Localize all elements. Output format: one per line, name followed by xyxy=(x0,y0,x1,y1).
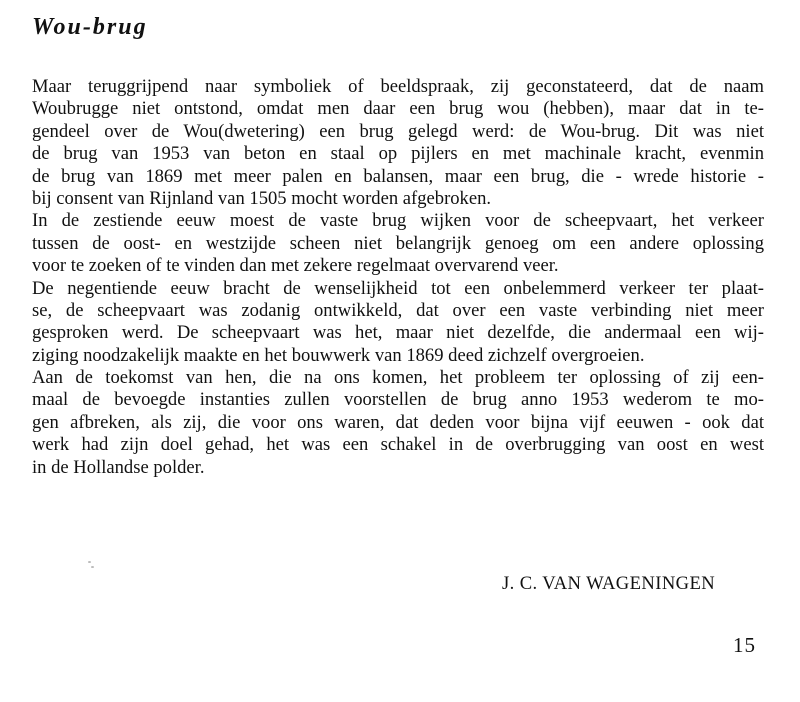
author-signature: J. C. VAN WAGENINGEN xyxy=(502,573,716,594)
text-line: maal de bevoegde instanties zullen voorstellen de brug anno 1953 wederom te mo- xyxy=(32,389,764,411)
text-line: de brug van 1869 met meer palen en balansen, maar een brug, die - wrede historie - xyxy=(32,165,764,187)
text-line: Woubrugge niet ontstond, omdat men daar een brug wou (hebben), maar dat in te- xyxy=(32,98,764,120)
text-line: ziging noodzakelijk maakte en het bouwwerk van 1869 deed zichzelf overgroeien. xyxy=(32,344,645,366)
text-line: In de zestiende eeuw moest de vaste brug wijken voor de scheepvaart, het verkeer xyxy=(32,210,764,232)
scan-speck xyxy=(91,566,94,568)
scan-speck xyxy=(88,561,91,563)
paragraph xyxy=(32,278,764,368)
paragraph xyxy=(32,367,764,479)
text-line: gendeel over de Wou(dwetering) een brug gelegd werd: de Wou-brug. Dit was niet xyxy=(32,120,764,142)
body-text xyxy=(32,76,764,479)
text-line: De negentiende eeuw bracht de wenselijkheid tot een onbelemmerd verkeer ter plaat- xyxy=(32,277,764,299)
text-line: tussen de oost- en westzijde scheen niet belangrijk genoeg om een andere oplossing xyxy=(32,232,764,254)
text-line: de brug van 1953 van beton en staal op pijlers en met machinale kracht, evenmin xyxy=(32,143,764,165)
page-number: 15 xyxy=(733,633,756,657)
text-line: Maar teruggrijpend naar symboliek of beeldspraak, zij geconstateerd, dat de naam xyxy=(32,76,764,97)
text-line: gesproken werd. De scheepvaart was het, maar niet dezelfde, die andermaal een wij- xyxy=(32,322,764,344)
text-line: in de Hollandse polder. xyxy=(32,456,205,478)
page-title: Wou-brug xyxy=(32,14,148,40)
paragraph xyxy=(32,76,764,210)
text-line: voor te zoeken of te vinden dan met zekere regelmaat overvarend veer. xyxy=(32,255,559,277)
text-line: werk had zijn doel gehad, het was een schakel in de overbrugging van oost en west xyxy=(32,434,764,456)
paragraph xyxy=(32,210,764,277)
text-line: gen afbreken, als zij, die voor ons waren, dat deden voor bijna vijf eeuwen - ook dat xyxy=(32,411,764,433)
text-line: Aan de toekomst van hen, die na ons komen, het probleem ter oplossing of zij een- xyxy=(32,367,764,389)
text-line: se, de scheepvaart was zodanig ontwikkeld, dat over een vaste verbinding niet meer xyxy=(32,299,764,321)
text-line: bij consent van Rijnland van 1505 mocht worden afgebroken. xyxy=(32,187,492,209)
